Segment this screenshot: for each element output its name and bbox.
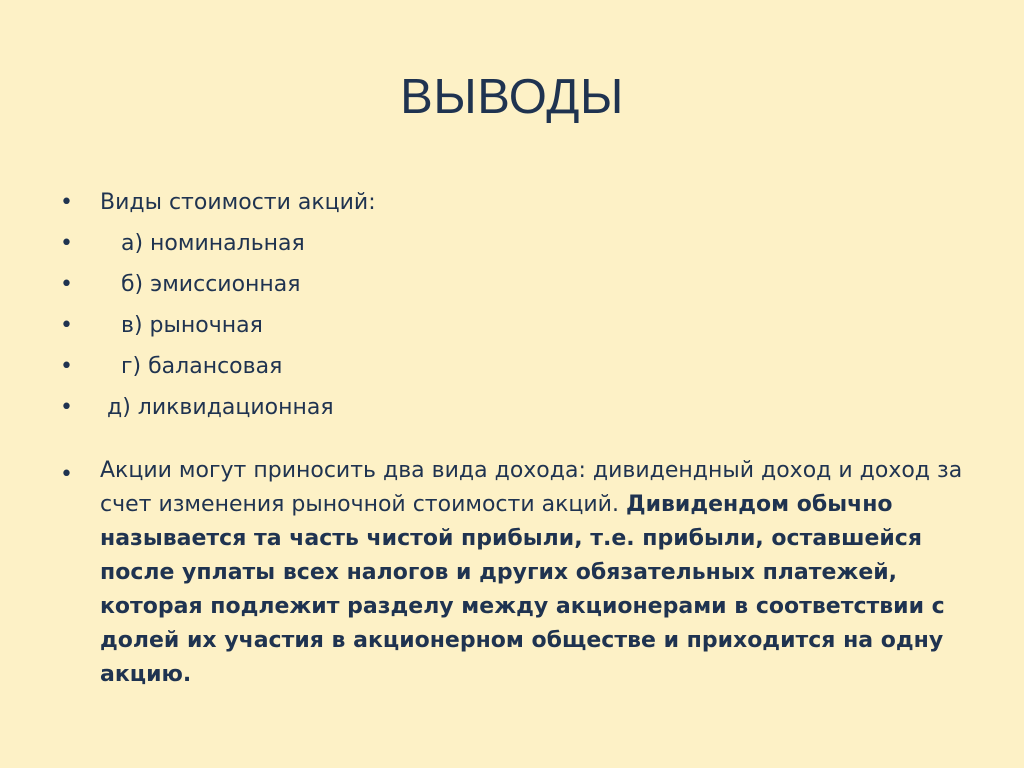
bullet-item-market [60,305,980,346]
bullet-item-liquidation [60,387,980,428]
paragraph-text [100,454,980,692]
bullet-list [60,182,980,692]
paragraph-normal-text: Акции могут приносить два вида дохода: дивидендный доход и доход за счет изменения рыночной стоимости акций. [100,458,963,517]
slide-title: ВЫВОДЫ [400,70,624,124]
bullet-icon: • [60,395,73,420]
bullet-item-balance [60,346,980,387]
bullet-text: Виды стоимости акций: [100,190,376,215]
bullet-item-dividend-paragraph [60,454,980,692]
bullet-icon: • [60,272,73,297]
bullet-text: б) эмиссионная [100,272,301,297]
bullet-text: д) ликвидационная [100,395,334,420]
bullet-icon: • [60,190,73,215]
bullet-icon: • [60,462,73,487]
paragraph-bold-text: Дивидендом обычно называется та часть чистой прибыли, т.е. прибыли, оставшейся после уплаты всех налогов и других обязательных платежей, которая подлежит разделу между акционерами в соответствии с долей их участия в акционерном обществе и приходится на одну акцию. [100,492,945,687]
bullet-text: г) балансовая [100,354,283,379]
bullet-text: а) номинальная [100,231,305,256]
bullet-icon: • [60,231,73,256]
bullet-text: в) рыночная [100,313,263,338]
bullet-icon: • [60,313,73,338]
bullet-item-nominal [60,223,980,264]
bullet-icon: • [60,354,73,379]
bullet-item-emission [60,264,980,305]
bullet-item-stock-value-types [60,182,980,223]
